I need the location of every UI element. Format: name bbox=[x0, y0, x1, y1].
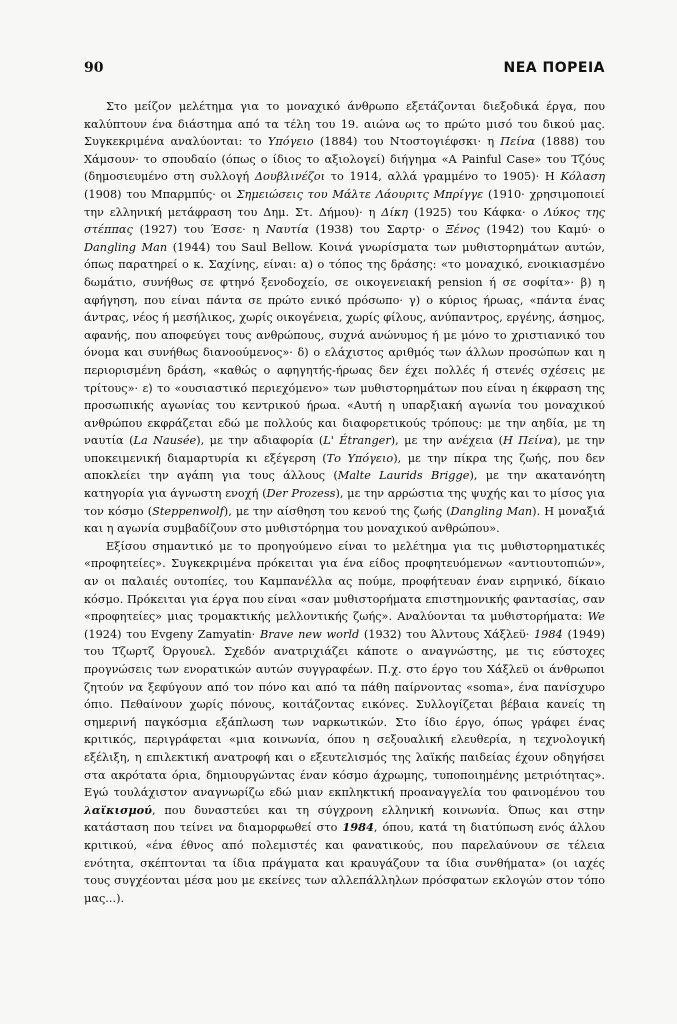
text-run: (1910· χρησιμοποιεί την ελληνική μετάφραση του Δημ. Στ. Δήμου)· η bbox=[84, 187, 605, 219]
text-run: το 1914, αλλά γραμμένο το 1905)· Η bbox=[325, 170, 561, 184]
emphasis-run: Η Πείνα bbox=[502, 434, 554, 448]
text-run: ), με την πίκρα της ζωής, που δεν αποκλείει την αγάπη για τους άλλους ( bbox=[84, 451, 605, 483]
emphasis-run: Ξένος bbox=[445, 223, 480, 237]
emphasis-run: λαϊκισμού bbox=[84, 802, 152, 817]
emphasis-run: Πείνα bbox=[500, 135, 536, 149]
text-run: (1884) του Ντοστογιέφσκι· η bbox=[313, 135, 501, 149]
text-run: (1942) του Καμύ· ο bbox=[479, 223, 605, 237]
text-run: , που δυναστεύει και τη σύγχρονη ελληνική κοινωνία. Όπως και στην κατάσταση που τείνει να διαμορφωθεί στο bbox=[84, 803, 605, 835]
paragraph bbox=[84, 538, 605, 907]
emphasis-run: Σημειώσεις του Μάλτε Λάουριτς Μπρίγγε bbox=[236, 187, 484, 201]
text-run: (1949) του Τζωρτζ Όργουελ. Σχεδόν ανατριχιάζει κάποτε ο αναγνώστης, με τις εύστοχες προγνώσεις των ενορατικών αυτών συγγραφέων. Π.χ. στο έργο του Χάξλεϋ οι άνθρωποι ζητούν να ξεφύγουν από τον πόνο και από τα πάθη παίρνοντας «soma», ένα πανίσχυρο όπιο. Πεθαίνουν χωρίς πόνους, κοιτάζοντας εικόνες. Συλλογίζεται βέβαια κανείς τη σημερινή παγκόσμια εξάπλωση των ναρκωτικών. Στο ίδιο έργο, όπως γράφει ένας κριτικός, περιγράφεται «μια κοινωνία, όπου η σεξουαλική ελευθερία, η τεχνολογική εξέλιξη, η επιλεκτική ανατροφή και ο εξευτελισμός της λαϊκής παιδείας έχουν οδηγήσει στα ακρότατα όρια, δημιουργώντας έναν κόσμο άχρωμης, τυποποιημένης μετριότητας». Εγώ τουλάχιστον αναγνωρίζω εδώ μιαν εκπληκτική προαναγγελία του φαινομένου του bbox=[84, 627, 606, 800]
text-run: (1944) του Saul Bellow. Κοινά γνωρίσματα των μυθιστορημάτων αυτών, όπως παρατηρεί ο κ. Σαχίνης, είναι: α) ο τόπος της δράσης: «το μοναχικό, ενοικιασμένο δωμάτιο, συνήθως σε φτηνό ξενοδοχείο, σε οικογενειακή pension ή σε σοφίτα»· β) η αφήγηση, που είναι πάντα σε πρώτο ενικό πρόσωπο· γ) ο κύριος ήρωας, «πάντα ένας άντρας, νέος ή μεσήλικος, χωρίς οικογένεια, χωρίς φίλους, ανύπαντρος, εργένης, άσημος, αφανής, που αποφεύγει τους ανθρώπους, συχνά ανώνυμος ή με μόνο το χριστιανικό του όνομα και συνήθως διανοούμενος»· δ) ο ελάχιστος αριθμός των άλλων προσώπων και η περιορισμένη δράση, «καθώς ο αφηγητής-ήρωας δεν έχει πολλές ή στενές σχέσεις με τρίτους»· ε) το «ουσιαστικό περιεχόμενο» των μυθιστορημάτων που είναι η έκφραση της προσωπικής αγωνίας του κεντρικού ήρωα. «Αυτή η υπαρξιακή αγωνία του μοναχικού ανθρώπου εκφράζεται εδώ με πολλούς και διαφορετικούς τρόπους: με την αηδία, με τη ναυτία ( bbox=[84, 240, 606, 448]
emphasis-run: Δουβλινέζοι bbox=[254, 170, 326, 184]
page-number: 90 bbox=[84, 60, 104, 76]
text-run: (1924) του Evgeny Zamyatin· bbox=[84, 627, 260, 641]
text-run: Στο μείζον μελέτημα για το μοναχικό άνθρωπο εξετάζονται διεξοδικά έργα, που καλύπτουν ένα διάστημα από τα τέλη του 19. αιώνα ως το πρώτο μισό του δικού μας. Συγκεκριμένα αναλύονται: το bbox=[84, 100, 605, 149]
emphasis-run: L' Étranger bbox=[323, 434, 391, 448]
emphasis-run: Το Υπόγειο bbox=[326, 451, 394, 465]
emphasis-run: Δίκη bbox=[381, 205, 409, 219]
text-run: ), με την αίσθηση του κενού της ζωής ( bbox=[223, 504, 451, 518]
emphasis-run: Dangling Man bbox=[84, 240, 168, 254]
emphasis-run: Brave new world bbox=[259, 627, 360, 641]
emphasis-run: Dangling Man bbox=[450, 504, 533, 518]
emphasis-run: Malte Laurids Brigge bbox=[337, 469, 470, 483]
emphasis-run: 1984 bbox=[342, 820, 374, 835]
text-run: ), με την αρρώστια της ψυχής και το μίσος για τον κόσμο ( bbox=[84, 487, 605, 518]
page-header bbox=[84, 60, 605, 82]
text-run: Εξίσου σημαντικό με το προηγούμενο είναι το μελέτημα για τις μυθιστορηματικές «προφητείες». Συγκεκριμένα πρόκειται για ένα είδος προφητευόμενων «αντιουτοπιών», αν οι παλαιές ουτοπίες, του Καμπανέλλα ας πούμε, προφήτευαν έναν ειρηνικό, δίκαιο κόσμο. Πρόκειται για έργα που είναι «σαν μυθιστορήματα επιστημονικής φαντασίας, σαν «προφητείες» μιας τρομακτικής μελλοντικής ζωής». Αναλύονται τα μυθιστορήματα: bbox=[84, 539, 605, 624]
text-run: ), με την υποκειμενική διαμαρτυρία κι εξέγερση ( bbox=[84, 434, 605, 465]
text-run: ), με την ανέχεια ( bbox=[390, 434, 503, 448]
paragraph bbox=[84, 98, 605, 538]
text-run: ), με την ακατανόητη κατηγορία για άγνωστη ενοχή ( bbox=[84, 469, 605, 501]
emphasis-run: Υπόγειο bbox=[267, 135, 314, 149]
emphasis-run: Λύκος της στέππας bbox=[84, 205, 605, 237]
text-run: ), με την αδιαφορία ( bbox=[196, 434, 324, 448]
text-run: ). Η μοναξιά και η αγωνία συμβαδίζουν στο μυθιστόρημα του μοναχικού ανθρώπου». bbox=[84, 504, 606, 536]
emphasis-run: Steppenwolf bbox=[152, 504, 224, 518]
text-run: (1938) του Σαρτρ· ο bbox=[308, 223, 446, 237]
emphasis-run: We bbox=[587, 610, 605, 624]
text-run: , όπου, κατά τη διατύπωση ενός άλλου κριτικού, «ένα έθνος από πολεμιστές και φανατικούς, που παρελαύνουν σε τέλεια ενότητα, σκέπτονται τα ίδια πράγματα και κραυγάζουν τα ίδια συνθήματα» (οι ιαχές τους συγχέονται μέσα μου με εκείνες των αλλεπάλληλων πρόσφατων εκλογών στον τόπο μας...). bbox=[84, 821, 605, 905]
emphasis-run: Κόλαση bbox=[560, 170, 605, 184]
text-run: (1888) του Χάμσουν· το σπουδαίο (όπως ο ίδιος το αξιολογεί) διήγημα «A Painful Case» του Τζόυς (δημοσιευμένο στη συλλογή bbox=[84, 135, 605, 184]
running-title: ΝΕΑ ΠΟΡΕΙΑ bbox=[503, 60, 605, 76]
text-run: (1908) του Μπαρμπύς· οι bbox=[84, 187, 237, 201]
emphasis-run: La Nausée bbox=[133, 434, 197, 448]
emphasis-run: Der Prozess bbox=[266, 487, 336, 501]
text-run: (1925) του Κάφκα· ο bbox=[408, 205, 545, 219]
emphasis-run: 1984 bbox=[534, 627, 563, 641]
emphasis-run: Ναυτία bbox=[266, 223, 309, 237]
body-text bbox=[84, 98, 605, 907]
text-run: (1927) του Έσσε· η bbox=[132, 223, 267, 237]
text-run: (1932) του Άλντους Χάξλεϋ· bbox=[359, 627, 534, 641]
